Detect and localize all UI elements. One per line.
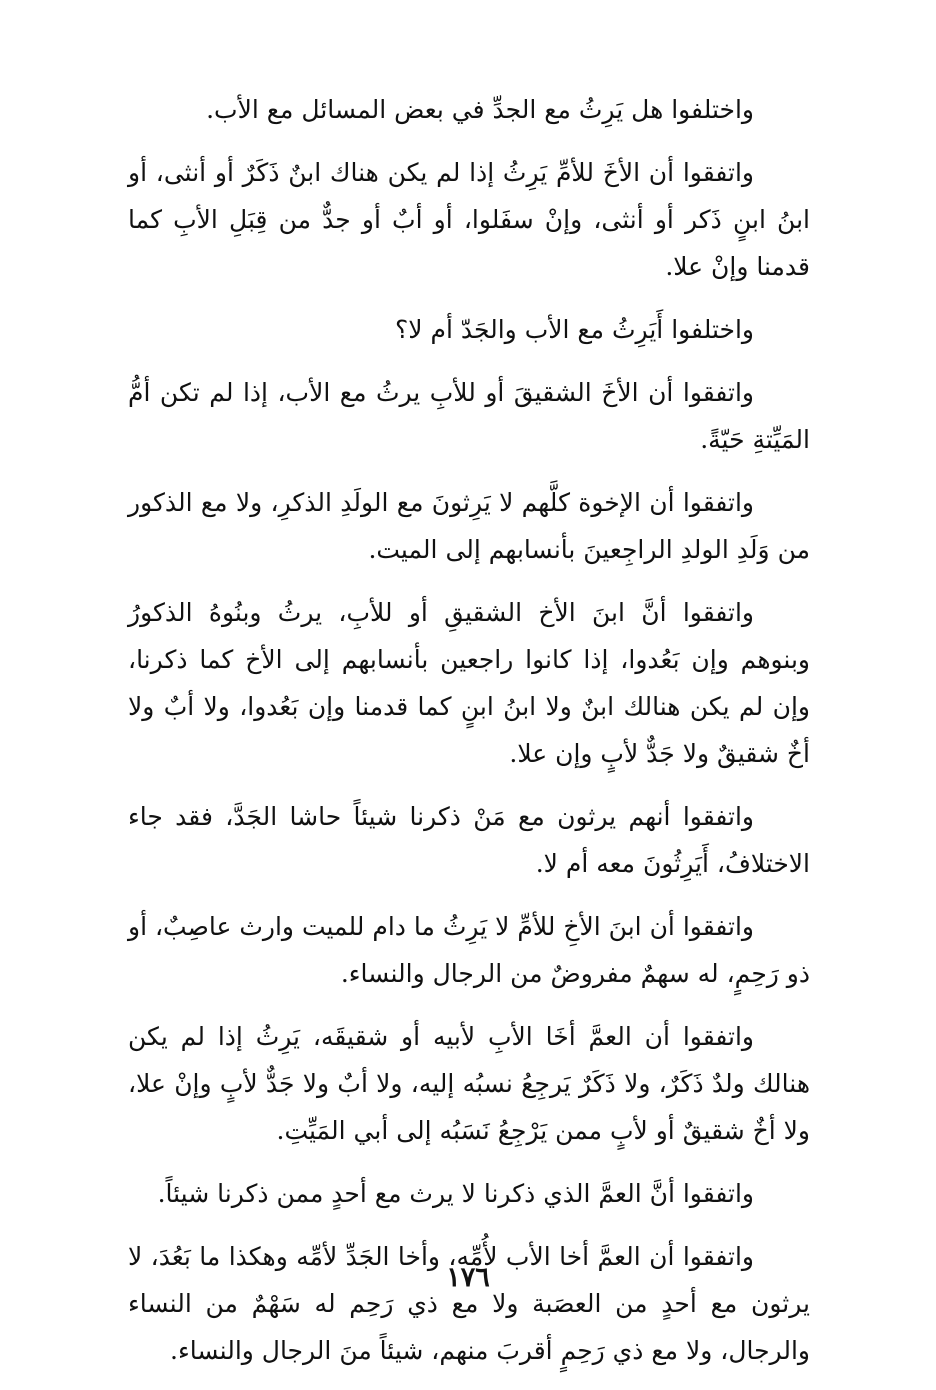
paragraph-9: واتفقوا أن العمَّ أخَا الأبِ لأبيه أو شقيقَه، يَرِثُ إذا لم يكن هنالك ولدٌ ذَكَرٌ، ولا ذَكَرٌ يَرجِعُ نسبُه إليه، ولا أبٌ ولا جَدٌّ لأبٍ وإنْ علا، ولا أخٌ شقيقٌ أو لأبٍ ممن يَرْجِعُ نَسَبُه إلى أبي المَيِّتِ. <box>128 1022 810 1145</box>
paragraph-8: واتفقوا أن ابنَ الأخِ للأمِّ لا يَرِثُ ما دام للميت وارث عاصِبٌ، أو ذو رَحِمٍ، له سهمٌ مفروضٌ من الرجال والنساء. <box>128 912 810 988</box>
paragraph-7: واتفقوا أنهم يرثون مع مَنْ ذكرنا شيئاً حاشا الجَدَّ، فقد جاء الاختلافُ، أَيَرِثُونَ معه أم لا. <box>128 802 810 878</box>
paragraph-3: واختلفوا أَيَرِثُ مع الأب والجَدّ أم لا؟ <box>395 315 754 344</box>
paragraph-6: واتفقوا أنَّ ابنَ الأخ الشقيقِ أو للأبِ، يرثُ وبنُوهُ الذكورُ وبنوهم وإن بَعُدوا، إذا كانوا راجعين بأنسابهم إلى الأخ كما ذكرنا، وإن لم يكن هنالك ابنٌ ولا ابنُ ابنٍ كما قدمنا وإن بَعُدوا، ولا أبٌ ولا أخٌ شقيقٌ ولا جَدٌّ لأبٍ وإن علا. <box>128 598 810 768</box>
paragraph-1: واختلفوا هل يَرِثُ مع الجدِّ في بعض المسائل مع الأب. <box>206 95 754 124</box>
paragraph-10: واتفقوا أنَّ العمَّ الذي ذكرنا لا يرث مع أحدٍ ممن ذكرنا شيئاً. <box>157 1179 754 1208</box>
paragraph-2: واتفقوا أن الأخَ للأمِّ يَرِثُ إذا لم يكن هناك ابنٌ ذَكَرٌ أو أنثى، أو ابنُ ابنٍ ذَكر أو أنثى، وإنْ سفَلوا، أو أبٌ أو جدٌّ من قِبَلِ الأبِ كما قدمنا وإنْ علا. <box>128 158 810 281</box>
paragraph-4: واتفقوا أن الأخَ الشقيقَ أو للأبِ يرثُ مع الأب، إذا لم تكن أمُّ المَيِّتةِ حَيّةً. <box>128 378 810 454</box>
page-body <box>128 86 810 1390</box>
paragraph-11: واتفقوا أن العمَّ أخا الأب لأُمِّه، وأخا الجَدِّ لأمِّه وهكذا ما بَعُدَ، لا يرثون مع أحدٍ من العصَبة ولا مع ذي رَحِم له سَهْمٌ من النساء والرجال، ولا مع ذي رَحِمٍ أقربَ منهم، شيئاً منَ الرجال والنساء. <box>128 1242 810 1365</box>
paragraph-5: واتفقوا أن الإخوة كلَّهم لا يَرِثونَ مع الولَدِ الذكرِ، ولا مع الذكور من وَلَدِ الولدِ الراجِعينَ بأنسابهم إلى الميت. <box>128 488 810 564</box>
page-number: ١٧٦ <box>446 1262 490 1293</box>
